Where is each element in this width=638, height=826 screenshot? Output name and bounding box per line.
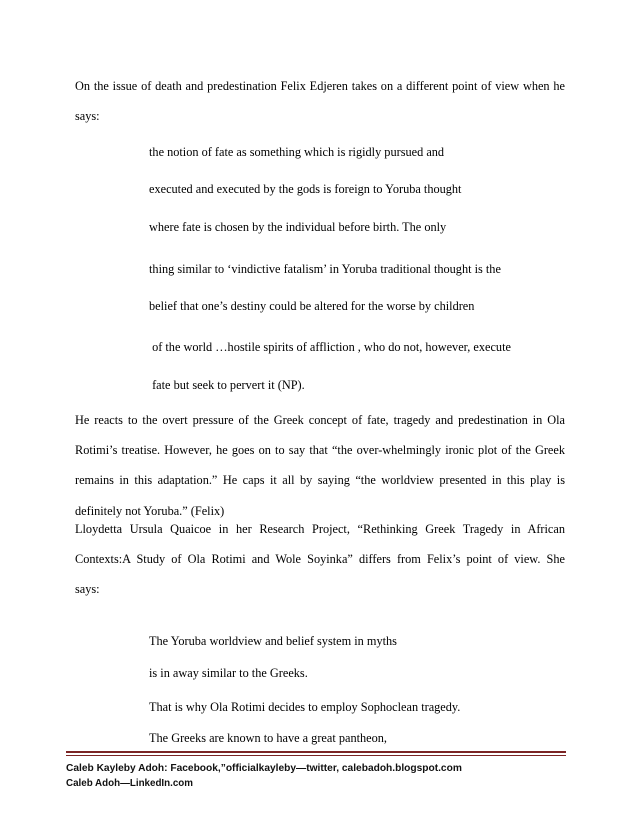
felix-paragraph bbox=[75, 405, 565, 526]
quote-line: executed and executed by the gods is foreign to Yoruba thought bbox=[149, 182, 462, 196]
lloydetta-paragraph bbox=[75, 514, 565, 605]
paragraph-line: definitely not Yoruba.” (Felix) bbox=[75, 503, 225, 518]
quote-line: belief that one’s destiny could be altered for the worse by children bbox=[149, 299, 475, 313]
paragraph-line: remains in this adaptation.” He caps it all by saying “the worldview presented in this play is bbox=[75, 473, 565, 488]
footer-social-links: Caleb Kayleby Adoh: Facebook,”officialkayleby—twitter, calebadoh.blogspot.com bbox=[66, 763, 462, 774]
paragraph-line: Contexts:A Study of Ola Rotimi and Wole Soyinka” differs from Felix’s point of view. She bbox=[75, 552, 565, 567]
quote-line: The Greeks are known to have a great pantheon, bbox=[149, 731, 387, 745]
quote-line: thing similar to ‘vindictive fatalism’ in Yoruba traditional thought is the bbox=[149, 262, 501, 276]
quote-line: fate but seek to pervert it (NP). bbox=[149, 378, 305, 392]
intro-paragraph bbox=[75, 71, 565, 131]
quote-line: is in away similar to the Greeks. bbox=[149, 666, 308, 680]
footer-divider bbox=[66, 751, 566, 753]
quote-line: That is why Ola Rotimi decides to employ Sophoclean tragedy. bbox=[149, 700, 461, 714]
paragraph-line: Rotimi’s treatise. However, he goes on to say that “the over-whelmingly ironic plot of the Greek bbox=[75, 443, 565, 458]
intro-line: says: bbox=[75, 109, 100, 124]
paragraph-line: says: bbox=[75, 582, 100, 597]
quote-line: The Yoruba worldview and belief system in myths bbox=[149, 634, 397, 648]
footer-divider bbox=[66, 755, 566, 756]
quote-line: of the world …hostile spirits of affliction , who do not, however, execute bbox=[149, 340, 511, 354]
intro-line: On the issue of death and predestination Felix Edjeren takes on a different point of view when he bbox=[75, 79, 565, 93]
quote-line: where fate is chosen by the individual before birth. The only bbox=[149, 220, 447, 234]
paragraph-line: He reacts to the overt pressure of the Greek concept of fate, tragedy and predestination in Ola bbox=[75, 413, 565, 427]
footer-linkedin: Caleb Adoh—LinkedIn.com bbox=[66, 778, 194, 789]
paragraph-line: Lloydetta Ursula Quaicoe in her Research Project, “Rethinking Greek Tragedy in African bbox=[75, 522, 565, 536]
quote-line: the notion of fate as something which is rigidly pursued and bbox=[149, 145, 445, 159]
